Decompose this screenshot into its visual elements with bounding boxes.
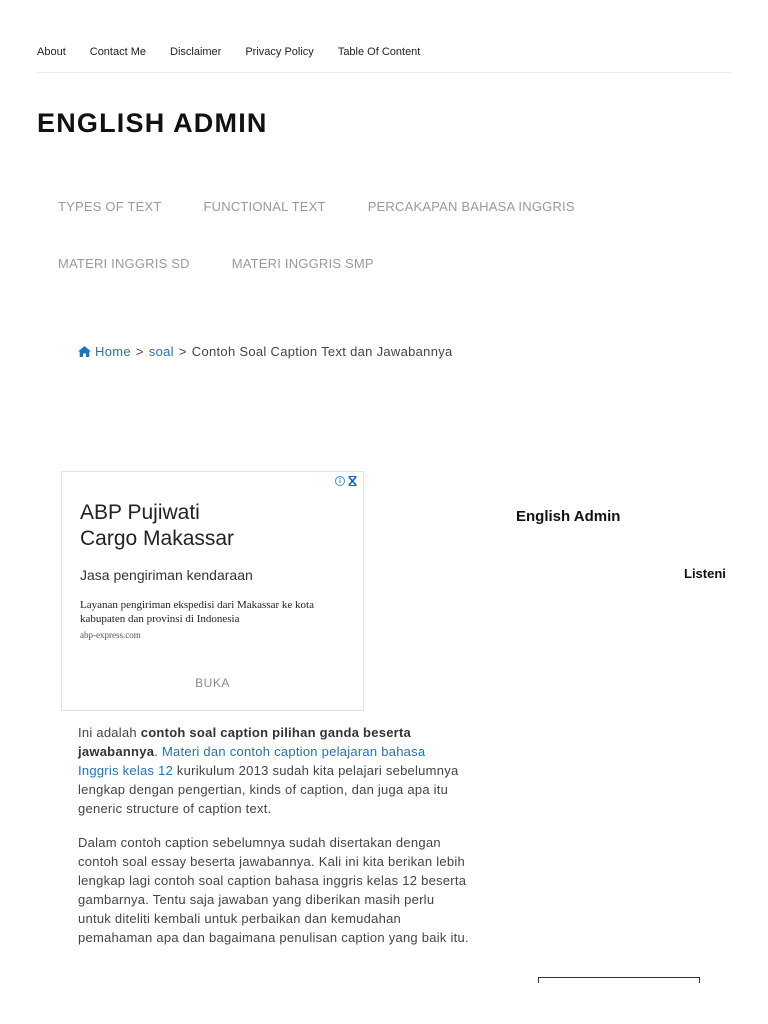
ad-title-line: ABP Pujiwati [80,501,200,524]
menu-item-materi-smp[interactable]: MATERI INGGRIS SMP [231,256,374,271]
ad-close-icon[interactable] [348,476,357,486]
top-nav-toc-link[interactable]: Table Of Content [337,46,421,58]
article-materi-link[interactable]: Materi dan contoh caption pelajaran bahasa Inggris kelas 12 [78,744,426,778]
main-menu [37,178,731,292]
sidebar-subtitle: Listeni [684,566,726,581]
article-bold-text: contoh soal caption pilihan ganda beserta jawabannya [78,725,412,759]
main-menu-row [37,235,731,292]
breadcrumb-separator: > [178,344,187,359]
breadcrumb-current: Contoh Soal Caption Text dan Jawabannya [191,344,453,359]
ad-badges [335,476,357,486]
breadcrumb [78,344,453,359]
main-menu-row [37,178,731,235]
site-title[interactable]: ENGLISH ADMIN [37,108,268,138]
top-nav-disclaimer-link[interactable]: Disclaimer [170,46,222,58]
ad-title-line: Cargo Makassar [80,527,235,550]
menu-item-types-of-text[interactable]: TYPES OF TEXT [58,199,162,214]
article-paragraph [78,723,470,818]
breadcrumb-category-link[interactable]: soal [148,344,174,359]
ad-description: Layanan pengiriman ekspedisi dari Makassar ke kota kabupaten dan provinsi di Indonesia [80,599,314,625]
ad-info-icon[interactable]: i [335,476,345,486]
sidebar-widget-box [538,977,700,983]
article-paragraph: Dalam contoh caption sebelumnya sudah disertakan dengan contoh soal essay beserta jawabannya. Kali ini kita berikan lebih lengkap lagi contoh soal caption bahasa inggris kelas 12 beserta gambarnya. Tentu saja jawaban yang diberikan masih perlu untuk diteliti kembali untuk perbaikan dan kemudahan pemahaman apa dan bagaimana penulisan caption yang baik itu. [78,835,469,945]
breadcrumb-home-link[interactable]: Home [95,344,131,359]
menu-item-percakapan[interactable]: PERCAKAPAN BAHASA INGGRIS [367,199,575,214]
article-body [78,723,470,962]
article-text: kurikulum 2013 sudah kita pelajari sebelumnya lengkap dengan pengertian, kinds of caption, dan juga apa itu generic structure of caption text. [78,763,459,816]
ad-subtitle: Jasa pengiriman kendaraan [80,567,253,583]
sidebar-title: English Admin [516,508,621,525]
article-text: Ini adalah [78,725,141,740]
article-text: . [154,744,162,759]
ad-open-button[interactable]: BUKA [195,676,230,690]
menu-item-materi-sd[interactable]: MATERI INGGRIS SD [58,256,190,271]
top-nav-contact-link[interactable]: Contact Me [89,46,146,58]
menu-item-functional-text[interactable]: FUNCTIONAL TEXT [203,199,326,214]
top-nav-privacy-link[interactable]: Privacy Policy [245,46,314,58]
ad-banner[interactable] [61,471,364,711]
breadcrumb-separator: > [135,344,144,359]
top-nav-about-link[interactable]: About [37,46,66,58]
ad-url: abp-express.com [80,630,141,640]
ad-title[interactable] [80,500,234,552]
top-nav [37,44,731,73]
home-icon [78,346,91,357]
